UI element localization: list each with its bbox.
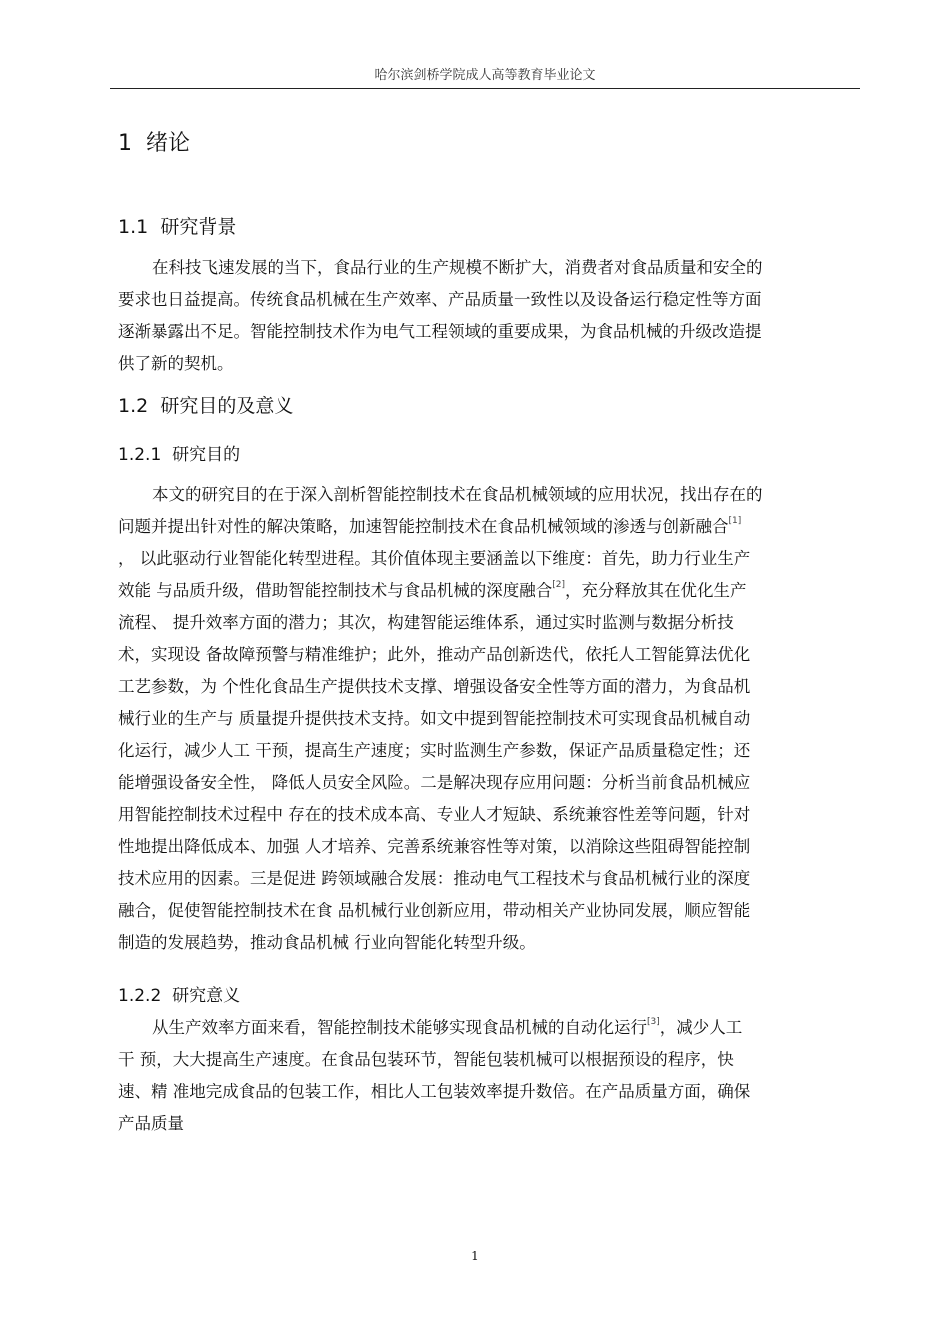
- subsection-heading-1-2-2: 1.2.2 研究意义: [118, 986, 241, 1006]
- chapter-number: 1: [118, 131, 132, 156]
- chapter-title: 绪论: [146, 131, 191, 156]
- citation-3[interactable]: [3]: [647, 1017, 660, 1027]
- citation-2[interactable]: [2]: [552, 580, 565, 590]
- citation-1[interactable]: [1]: [728, 516, 742, 526]
- chapter-heading: [118, 126, 190, 157]
- section-heading-1-2: 1.2 研究目的及意义: [118, 395, 294, 417]
- paragraph-background: 在科技飞速发展的当下，食品行业的生产规模不断扩大，消费者对食品质量和安全的 要求也日益提高。传统食品机械在生产效率、产品质量一致性以及设备运行稳定性等方面 逐渐暴露出不足。智能控制技术作为电气工程领域的重要成果，为食品机械的升级改造提 供了新的契机。: [118, 258, 763, 373]
- subsection-heading-1-2-1: 1.2.1 研究目的: [118, 445, 241, 465]
- page-number: 1: [471, 1249, 479, 1263]
- running-header: 哈尔滨剑桥学院成人高等教育毕业论文: [374, 68, 596, 83]
- section-heading-1-1: 1.1 研究背景: [118, 216, 237, 238]
- paragraph-research-purpose: 本文的研究目的在于深入剖析智能控制技术在食品机械领域的应用状况，找出存在的 问题并提出针对性的解决策略，加速智能控制技术在食品机械领域的渗透与创新融合[1] ， 以此驱动行业智能化转型进程。其价值体现主要涵盖以下维度：首先，助力行业生产 效能 与品质升级，借助智能控制技术与食品机械的深度融合[2]，充分释放其在优化生产 流程、 提升效率方面的潜力；其次，构建智能运维体系，通过实时监测与数据分析技 术，实现设 备故障预警与精准维护；此外，推动产品创新迭代，依托人工智能算法优化 工艺参数，为 个性化食品生产提供技术支撑、增强设备安全性等方面的潜力，为食品机 械行业的生产与 质量提升提供技术支持。如文中提到智能控制技术可实现食品机械自动 化运行，减少人工 干预，提高生产速度；实时监测生产参数，保证产品质量稳定性；还 能增强设备安全性， 降低人员安全风险。二是解决现存应用问题：分析当前食品机械应 用智能控制技术过程中 存在的技术成本高、专业人才短缺、系统兼容性差等问题，针对 性地提出降低成本、加强 人才培养、完善系统兼容性等对策，以消除这些阻碍智能控制 技术应用的因素。三是促进 跨领域融合发展：推动电气工程技术与食品机械行业的深度 融合，促使智能控制技术在食 品机械行业创新应用，带动相关产业协同发展，顺应智能 制造的发展趋势，推动食品机械 行业向智能化转型升级。: [118, 485, 763, 952]
- paragraph-research-significance: 从生产效率方面来看，智能控制技术能够实现食品机械的自动化运行[3]，减少人工 干 预，大大提高生产速度。在食品包装环节，智能包装机械可以根据预设的程序，快 速、精 准地完成食品的包装工作，相比人工包装效率提升数倍。在产品质量方面，确保 产品质量: [118, 1017, 751, 1133]
- header-rule: [110, 88, 860, 89]
